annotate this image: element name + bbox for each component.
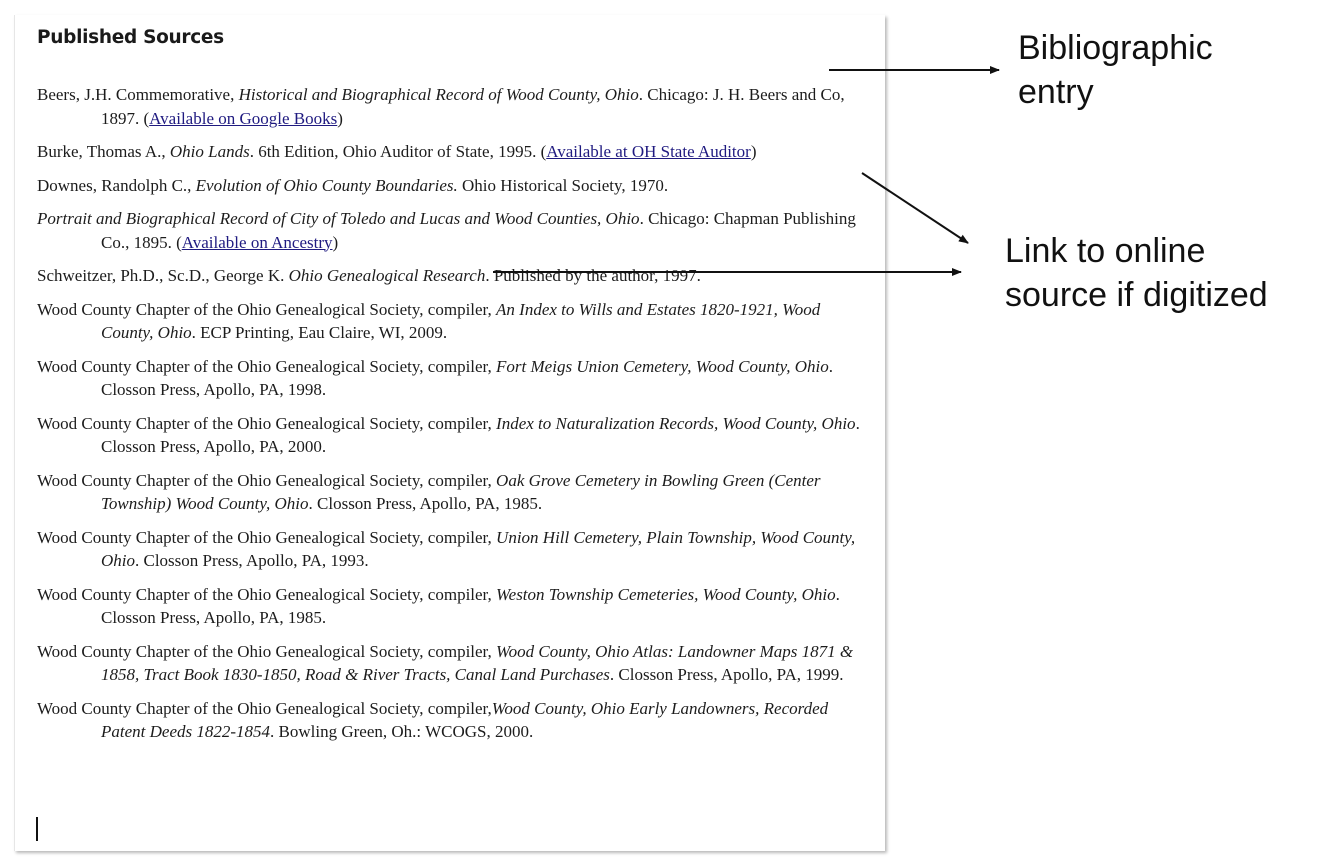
entry-text: Beers, J.H. Commemorative, [37, 85, 239, 104]
entry-text: Ohio Historical Society, 1970. [457, 175, 669, 195]
annotation-line: Bibliographic [1018, 29, 1213, 67]
entry-title: Evolution of Ohio County Boundaries. [195, 175, 458, 195]
entry-text: Wood County Chapter of the Ohio Genealogical Society, compiler, [37, 527, 497, 547]
entry-text: . Closson Press, Apollo, PA, 1985. [101, 584, 840, 627]
entry-text: . Closson Press, Apollo, PA, 1985. [308, 494, 543, 513]
annotation-link-online-source [1005, 229, 1268, 317]
source-link[interactable]: Available on Google Books [149, 108, 338, 128]
bibliography-entry [37, 355, 869, 402]
entry-title: Portrait and Biographical Record of City of Toledo and Lucas and Wood Counties, Ohio [37, 209, 640, 228]
bibliography-entry [37, 264, 869, 288]
bibliography-entry [37, 526, 869, 573]
entry-text: Wood County Chapter of the Ohio Genealogical Society, compiler, [37, 299, 497, 319]
bibliography-list [37, 83, 869, 754]
section-heading: Published Sources [37, 27, 224, 48]
entry-text: . Chicago: Chapman Publishing Co., 1895. ( [101, 209, 856, 252]
entry-text: Wood County Chapter of the Ohio Genealogical Society, compiler, [37, 641, 497, 661]
bibliography-entry [37, 697, 869, 744]
source-link[interactable]: Available at OH State Auditor [546, 142, 751, 161]
entry-title: Union Hill Cemetery, Plain Township, Wood County, Ohio [101, 527, 856, 570]
entry-text: . 6th Edition, Ohio Auditor of State, 1995. ( [249, 142, 547, 161]
entry-title: Ohio Lands [169, 142, 250, 161]
annotation-line: source if digitized [1005, 276, 1268, 314]
entry-title: Fort Meigs Union Cemetery, Wood County, Ohio [496, 356, 829, 376]
entry-text: Schweitzer, Ph.D., Sc.D., George K. [37, 266, 289, 285]
bibliography-entry [37, 640, 869, 687]
entry-title: An Index to Wills and Estates 1820-1921, Wood County, Ohio [101, 299, 821, 342]
annotation-line: entry [1018, 73, 1094, 111]
bibliography-entry [37, 469, 869, 516]
entry-text: . Closson Press, Apollo, PA, 1993. [135, 551, 369, 570]
entry-text: ) [332, 232, 339, 252]
entry-title: Historical and Biographical Record of Wood County, Ohio [238, 85, 639, 104]
bibliography-entry [37, 140, 869, 164]
entry-title: Weston Township Cemeteries, Wood County, Ohio [496, 584, 836, 604]
text-cursor [36, 817, 38, 841]
entry-text: Wood County Chapter of the Ohio Genealogical Society, compiler, [37, 413, 497, 433]
bibliography-entry [37, 583, 869, 630]
entry-text: . Closson Press, Apollo, PA, 2000. [101, 413, 860, 456]
entry-text: . Closson Press, Apollo, PA, 1999. [609, 665, 844, 684]
entry-text: Downes, Randolph C., [37, 175, 196, 195]
bibliography-entry [37, 412, 869, 459]
bibliography-entry [37, 298, 869, 345]
entry-title: Oak Grove Cemetery in Bowling Green (Center Township) Wood County, Ohio [101, 470, 821, 513]
bibliography-entry [37, 83, 869, 130]
entry-text: . Closson Press, Apollo, PA, 1998. [101, 356, 834, 399]
entry-text: Wood County Chapter of the Ohio Genealogical Society, compiler, [37, 698, 492, 718]
entry-title: Index to Naturalization Records, Wood County, Ohio [496, 413, 856, 433]
entry-text: . Chicago: J. H. Beers and Co, 1897. ( [101, 85, 845, 128]
annotation-bibliographic-entry [1018, 26, 1213, 114]
entry-text: Wood County Chapter of the Ohio Genealogical Society, compiler, [37, 584, 497, 604]
entry-text: Burke, Thomas A., [37, 142, 170, 161]
bibliography-entry [37, 174, 869, 198]
entry-text: ) [750, 142, 757, 161]
source-link[interactable]: Available on Ancestry [181, 232, 333, 252]
entry-title: Wood County, Ohio Early Landowners, Recorded Patent Deeds 1822-1854 [101, 698, 829, 741]
annotation-line: Link to online [1005, 232, 1206, 270]
entry-text: . Published by the author, 1997. [485, 266, 701, 285]
entry-title: Wood County, Ohio Atlas: Landowner Maps 1871 & 1858, Tract Book 1830-1850, Road & River Tracts, Canal Land Purchases [101, 641, 854, 684]
entry-text: Wood County Chapter of the Ohio Genealogical Society, compiler, [37, 356, 497, 376]
entry-text: . Bowling Green, Oh.: WCOGS, 2000. [270, 722, 534, 741]
entry-title: Ohio Genealogical Research [288, 266, 486, 285]
bibliography-entry [37, 207, 869, 254]
entry-text: Wood County Chapter of the Ohio Genealogical Society, compiler, [37, 470, 497, 490]
entry-text: ) [337, 108, 343, 128]
document-page [14, 15, 885, 851]
entry-text: . ECP Printing, Eau Claire, WI, 2009. [191, 323, 448, 342]
